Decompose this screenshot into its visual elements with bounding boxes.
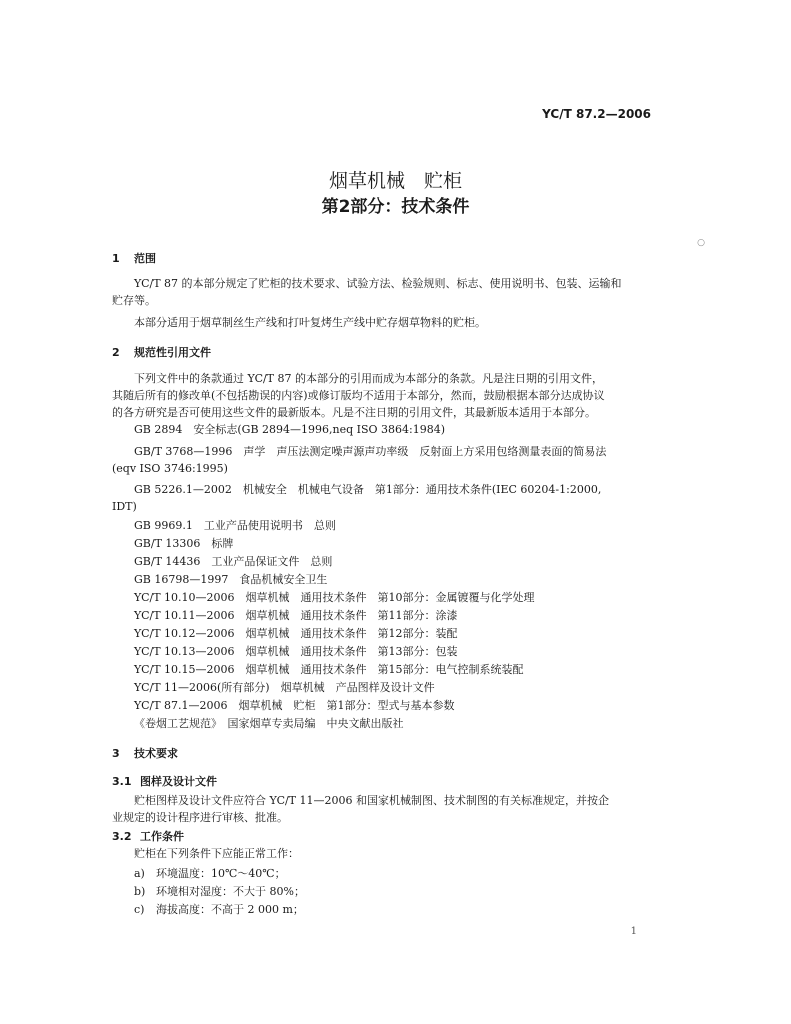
list-item	[134, 866, 286, 882]
document-subtitle: 第2部分：技术条件	[321, 197, 470, 217]
section-1-heading	[112, 250, 156, 266]
reference-item: GB/T 3768—1996 声学 声压法测定噪声源声功率级 反射面上方采用包络测量表面的简易法	[134, 445, 607, 458]
list-item-text: 环境相对湿度：不大于 80%；	[156, 885, 305, 898]
paragraph-line: 本部分适用于烟草制丝生产线和打叶复烤生产线中贮存烟草物料的贮柜。	[134, 316, 486, 329]
section-2-heading	[112, 344, 211, 360]
reference-item: GB 9969.1 工业产品使用说明书 总则	[134, 519, 336, 532]
subsection-number: 3.1	[112, 775, 132, 788]
section-title: 规范性引用文件	[134, 346, 211, 359]
paragraph-line: 业规定的设计程序进行审核、批准。	[112, 811, 288, 824]
section-number: 2	[112, 346, 120, 359]
reference-item: YC/T 10.13—2006 烟草机械 通用技术条件 第13部分：包装	[134, 645, 458, 658]
list-item	[134, 902, 304, 918]
list-item	[134, 884, 305, 900]
section-number: 3	[112, 747, 120, 760]
reference-item: GB 16798—1997 食品机械安全卫生	[134, 573, 328, 586]
reference-item: YC/T 87.1—2006 烟草机械 贮柜 第1部分：型式与基本参数	[134, 699, 455, 712]
list-item-label: b)	[134, 885, 146, 898]
list-item-label: c)	[134, 903, 145, 916]
section-number: 1	[112, 252, 120, 265]
reference-item: GB/T 13306 标牌	[134, 537, 234, 550]
section-3-heading	[112, 745, 178, 761]
section-title: 范围	[134, 252, 156, 265]
standard-code: YC/T 87.2—2006	[542, 107, 651, 121]
subsection-title: 工作条件	[140, 830, 184, 843]
paragraph-line: 贮柜在下列条件下应能正常工作：	[134, 847, 299, 860]
reference-item: YC/T 10.10—2006 烟草机械 通用技术条件 第10部分：金属镀覆与化学处理	[134, 591, 535, 604]
list-item-text: 海拔高度：不高于 2 000 m；	[156, 903, 304, 916]
reference-item: GB/T 14436 工业产品保证文件 总则	[134, 555, 333, 568]
reference-item: YC/T 11—2006(所有部分) 烟草机械 产品图样及设计文件	[134, 681, 435, 694]
paragraph-line: 贮柜图样及设计文件应符合 YC/T 11—2006 和国家机械制图、技术制图的有关标准规定，并按企	[134, 794, 610, 807]
reference-item: 《卷烟工艺规范》 国家烟草专卖局编 中央文献出版社	[134, 717, 404, 730]
subsection-title: 图样及设计文件	[140, 775, 217, 788]
page-number: 1	[630, 926, 637, 937]
subsection-3-2-heading	[112, 828, 184, 844]
list-item-label: a)	[134, 867, 145, 880]
paragraph-line: 下列文件中的条款通过 YC/T 87 的本部分的引用而成为本部分的条款。凡是注日期的引用文件，	[134, 372, 604, 385]
reference-item: GB 2894 安全标志(GB 2894—1996,neq ISO 3864:1984)	[134, 423, 446, 436]
reference-item: YC/T 10.12—2006 烟草机械 通用技术条件 第12部分：装配	[134, 627, 458, 640]
paragraph-line: 的各方研究是否可使用这些文件的最新版本。凡是不注日期的引用文件，其最新版本适用于本部分。	[112, 406, 596, 419]
margin-mark: ○	[697, 238, 705, 248]
paragraph-line: 其随后所有的修改单(不包括勘误的内容)或修订版均不适用于本部分，然而，鼓励根据本部分达成协议	[112, 389, 605, 402]
reference-item-continued: (eqv ISO 3746:1995)	[112, 462, 228, 475]
reference-item: YC/T 10.15—2006 烟草机械 通用技术条件 第15部分：电气控制系统装配	[134, 663, 524, 676]
subsection-3-1-heading	[112, 773, 217, 789]
list-item-text: 环境温度：10℃～40℃；	[156, 867, 286, 880]
reference-item: GB 5226.1—2002 机械安全 机械电气设备 第1部分：通用技术条件(IEC 60204-1:2000,	[134, 483, 602, 496]
document-title: 烟草机械 贮柜	[328, 170, 462, 192]
section-title: 技术要求	[134, 747, 178, 760]
reference-item: YC/T 10.11—2006 烟草机械 通用技术条件 第11部分：涂漆	[134, 609, 458, 622]
subsection-number: 3.2	[112, 830, 132, 843]
reference-item-continued: IDT)	[112, 500, 137, 513]
paragraph-line: 贮存等。	[112, 294, 156, 307]
paragraph-line: YC/T 87 的本部分规定了贮柜的技术要求、试验方法、检验规则、标志、使用说明书、包装、运输和	[134, 277, 622, 290]
